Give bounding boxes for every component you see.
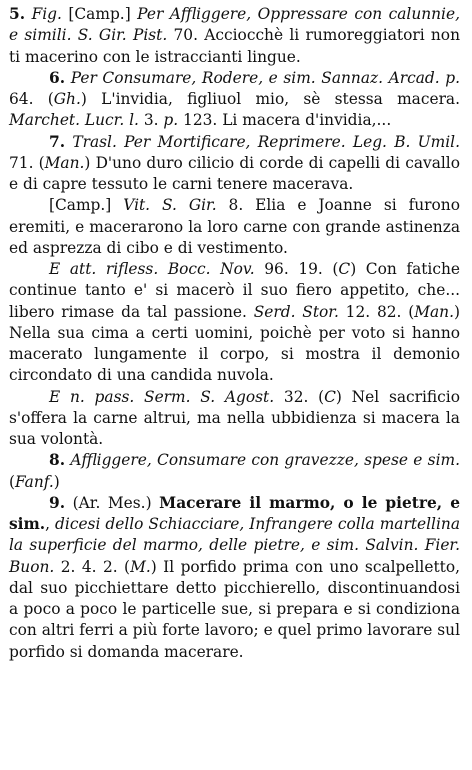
italic-text: C [338, 260, 351, 278]
italic-text: E att. rifless. Bocc. Nov. [49, 260, 255, 278]
body-text: ) L'invidia, figliuol mio, sè stessa macera. [80, 90, 461, 108]
dictionary-sense [9, 68, 460, 132]
italic-text: Gh. [53, 90, 81, 108]
italic-text: M. [130, 557, 151, 576]
italic-text: Vit. S. Gir. [123, 196, 217, 215]
body-text: 8. Elia e Joanne si furono eremiti, e macerarono la loro carne con grande astinenza ed asprezza di cibo e di vestimento. [9, 196, 460, 257]
italic-text: Serd. Stor. [253, 302, 339, 321]
dictionary-sense [9, 387, 460, 451]
body-text: ) D'uno duro cilicio di corde di capelli di cavallo e di capre tessuto le carni tenere macerava. [9, 153, 460, 193]
body-text: [Camp.] [61, 5, 138, 23]
body-text: ) Con fatiche continue tanto e' si macerò il suo fiero appetito, che... libero rimase da tal passione. [9, 260, 460, 321]
body-text: 70. Acciocchè li rumoreggiatori non ti macerino con le istraccianti lingue. [9, 26, 460, 66]
italic-text: Man. [44, 153, 85, 172]
sense-number: 7. [49, 132, 66, 151]
italic-text: Marchet. Lucr. l. [9, 111, 139, 130]
italic-text: Fanf. [15, 472, 54, 491]
body-text: 96. 19. ( [254, 260, 339, 278]
italic-text: C [324, 387, 336, 406]
body-text: 123. Li macera d'invidia,... [178, 111, 392, 130]
italic-text: Per Affliggere, Oppressare con calunnie, e simili. S. Gir. Pist. [9, 5, 460, 45]
italic-text: Man. [414, 302, 454, 321]
body-text: 2. 4. 2. ( [54, 557, 131, 576]
dictionary-sense [9, 259, 460, 387]
sense-number: 8. [49, 451, 66, 470]
sense-number: 5. [9, 5, 26, 23]
italic-text: p. [163, 111, 179, 130]
italic-text: Trasl. Per Mortificare, Reprimere. Leg. B. Umil. [72, 132, 460, 151]
body-text: 64. ( [9, 90, 54, 108]
italic-text: E n. pass. Serm. S. Agost. [49, 387, 275, 406]
sense-number: 9. [49, 493, 66, 512]
body-text: 3. [138, 111, 164, 130]
body-text: ) Nel sacrificio s'offera la carne altrui, ma nella ubbidienza si macera la sua volontà. [9, 387, 460, 448]
italic-text: dicesi dello Schiacciare, Infrangere colla martellina la superficie del marmo, delle pietre, e sim. Salvin. Fier. Buon. [9, 515, 460, 576]
body-text: 71. ( [9, 153, 45, 172]
body-text: [Camp.] [49, 196, 124, 215]
sense-number: Macerare il marmo, o le pietre, e sim. [9, 493, 461, 533]
dictionary-sense [9, 132, 460, 196]
body-text: ( [9, 472, 16, 491]
body-text: ) Il porfido prima con uno scalpelletto, dal suo picchiettare detto picchierello, discontinuandosi a poco a poco le particelle sue, si prepara e si condiziona con altri ferri a più forte lavoro; e quel primo lavorare sul porfido si domanda macerare. [9, 557, 460, 661]
italic-text: Fig. [31, 5, 62, 23]
dictionary-sense [9, 493, 460, 663]
dictionary-sense [9, 450, 460, 493]
body-text: ) [53, 472, 60, 491]
sense-number: 6. [49, 68, 66, 87]
dictionary-sense [9, 4, 460, 68]
italic-text: Affliggere, Consumare con gravezze, spese e sim. [70, 451, 460, 470]
body-text: 12. 82. ( [338, 302, 415, 321]
italic-text: Per Consumare, Rodere, e sim. Sannaz. Arcad. p. [70, 68, 460, 87]
body-text: 32. ( [274, 387, 325, 406]
body-text: ) Nella sua cima a certi uomini, poichè per voto si hanno macerato lungamente il corpo, si mostra il demonio circondato di una candida nuvola. [9, 302, 460, 385]
dictionary-entries [9, 4, 460, 663]
body-text: , [45, 515, 56, 533]
body-text: (Ar. Mes.) [65, 493, 160, 512]
dictionary-sense [9, 195, 460, 259]
